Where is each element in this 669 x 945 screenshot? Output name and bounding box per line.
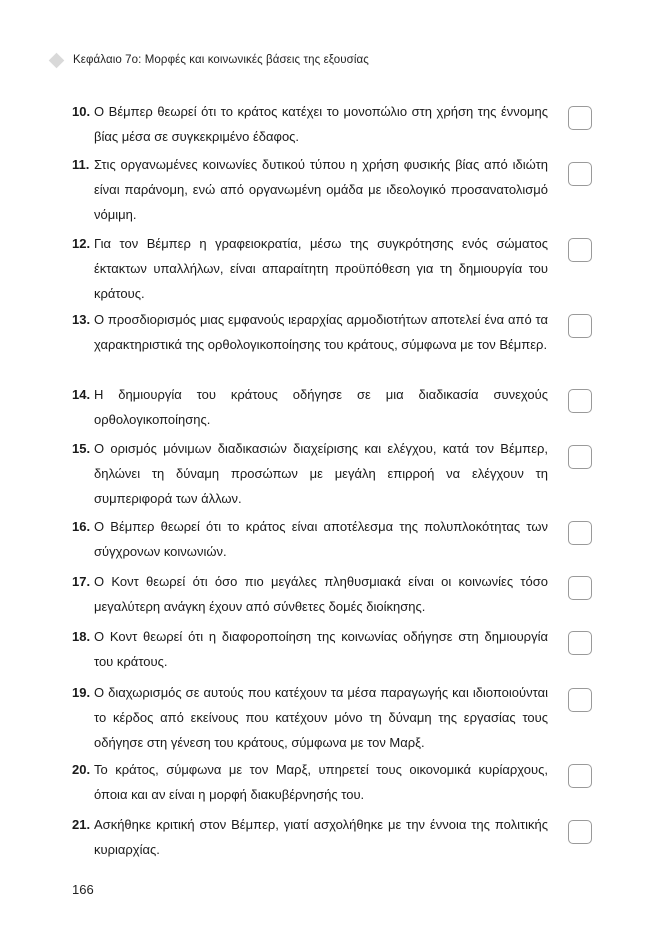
statement-text: Ο Κοντ θεωρεί ότι όσο πιο μεγάλες πληθυσμιακά είναι οι κοινωνίες τόσο μεγαλύτερη ανάγκη έχουν από σύνθετες δομές διοίκησης.: [94, 574, 548, 614]
statement-number: 20.: [72, 762, 91, 777]
statement-number: 18.: [72, 629, 91, 644]
statement-number: 14.: [72, 387, 91, 402]
statement-number: 17.: [72, 574, 91, 589]
statement-text: Ο ορισμός μόνιμων διαδικασιών διαχείρισης και ελέγχου, κατά τον Βέμπερ, δηλώνει τη δύναμη προσώπων με μεγάλη επιρροή να ελέγχουν τη συμπεριφορά των άλλων.: [94, 441, 548, 506]
statement-item: [72, 99, 548, 149]
page-number: 166: [72, 882, 94, 897]
answer-checkbox[interactable]: [568, 521, 592, 545]
statement-text: Για τον Βέμπερ η γραφειοκρατία, μέσω της συγκρότησης ενός σώματος έκτακτων υπαλλήλων, είναι απαραίτητη προϋπόθεση για τη δημιουργία του κράτους.: [94, 236, 548, 301]
statement-text: Ο διαχωρισμός σε αυτούς που κατέχουν τα μέσα παραγωγής και ιδιοποιούνται το κέρδος από εκείνους που κατέχουν μόνο τη δύναμη της εργασίας τους οδήγησε στη γένεση του κράτους, σύμφωνα με τον Μαρξ.: [94, 685, 548, 750]
answer-checkbox[interactable]: [568, 631, 592, 655]
answer-checkbox[interactable]: [568, 238, 592, 262]
answer-checkbox[interactable]: [568, 445, 592, 469]
statement-number: 19.: [72, 685, 91, 700]
statement-text: Ο Βέμπερ θεωρεί ότι το κράτος είναι αποτέλεσμα της πολυπλοκότητας των σύγχρονων κοινωνιών.: [94, 519, 548, 559]
statement-text: Ο Βέμπερ θεωρεί ότι το κράτος κατέχει το μονοπώλιο στη χρήση της έννομης βίας μέσα σε συγκεκριμένο έδαφος.: [94, 104, 548, 144]
chapter-title: Κεφάλαιο 7ο: Μορφές και κοινωνικές βάσεις της εξουσίας: [73, 54, 369, 66]
answer-checkbox[interactable]: [568, 820, 592, 844]
answer-checkbox[interactable]: [568, 162, 592, 186]
statement-text: Το κράτος, σύμφωνα με τον Μαρξ, υπηρετεί τους οικονομικά κυρίαρχους, όποια και αν είναι η μορφή διακυβέρνησής του.: [94, 762, 548, 802]
statement-item: [72, 569, 548, 619]
statement-number: 13.: [72, 312, 91, 327]
statement-item: [72, 436, 548, 511]
answer-checkbox[interactable]: [568, 314, 592, 338]
answer-checkbox[interactable]: [568, 106, 592, 130]
statement-text: Η δημιουργία του κράτους οδήγησε σε μια διαδικασία συνεχούς ορθολογικοποίησης.: [94, 387, 548, 427]
statement-item: [72, 680, 548, 755]
statement-item: [72, 514, 548, 564]
statement-number: 21.: [72, 817, 91, 832]
statement-item: [72, 757, 548, 807]
chapter-header: [49, 50, 369, 70]
statement-number: 16.: [72, 519, 91, 534]
answer-checkbox[interactable]: [568, 576, 592, 600]
statement-text: Στις οργανωμένες κοινωνίες δυτικού τύπου η χρήση φυσικής βίας από ιδιώτη είναι παράνομη, ενώ από οργανωμένη ομάδα με ιδεολογικό προσανατολισμό νόμιμη.: [94, 157, 548, 222]
statement-item: [72, 382, 548, 432]
statement-item: [72, 307, 548, 357]
statement-number: 15.: [72, 441, 91, 456]
statement-item: [72, 231, 548, 306]
statement-item: [72, 152, 548, 227]
statement-item: [72, 812, 548, 862]
statement-number: 11.: [72, 157, 90, 172]
answer-checkbox[interactable]: [568, 389, 592, 413]
answer-checkbox[interactable]: [568, 688, 592, 712]
statement-item: [72, 624, 548, 674]
statement-text: Ο προσδιορισμός μιας εμφανούς ιεραρχίας αρμοδιοτήτων αποτελεί ένα από τα χαρακτηριστικά της ορθολογικοποίησης του κράτους, σύμφωνα με τον Βέμπερ.: [94, 312, 548, 352]
answer-checkbox[interactable]: [568, 764, 592, 788]
statement-text: Ασκήθηκε κριτική στον Βέμπερ, γιατί ασχολήθηκε με την έννοια της πολιτικής κυριαρχίας.: [94, 817, 548, 857]
diamond-icon: [49, 52, 65, 68]
statement-number: 10.: [72, 104, 91, 119]
statement-text: Ο Κοντ θεωρεί ότι η διαφοροποίηση της κοινωνίας οδήγησε στη δημιουργία του κράτους.: [94, 629, 548, 669]
statement-number: 12.: [72, 236, 91, 251]
